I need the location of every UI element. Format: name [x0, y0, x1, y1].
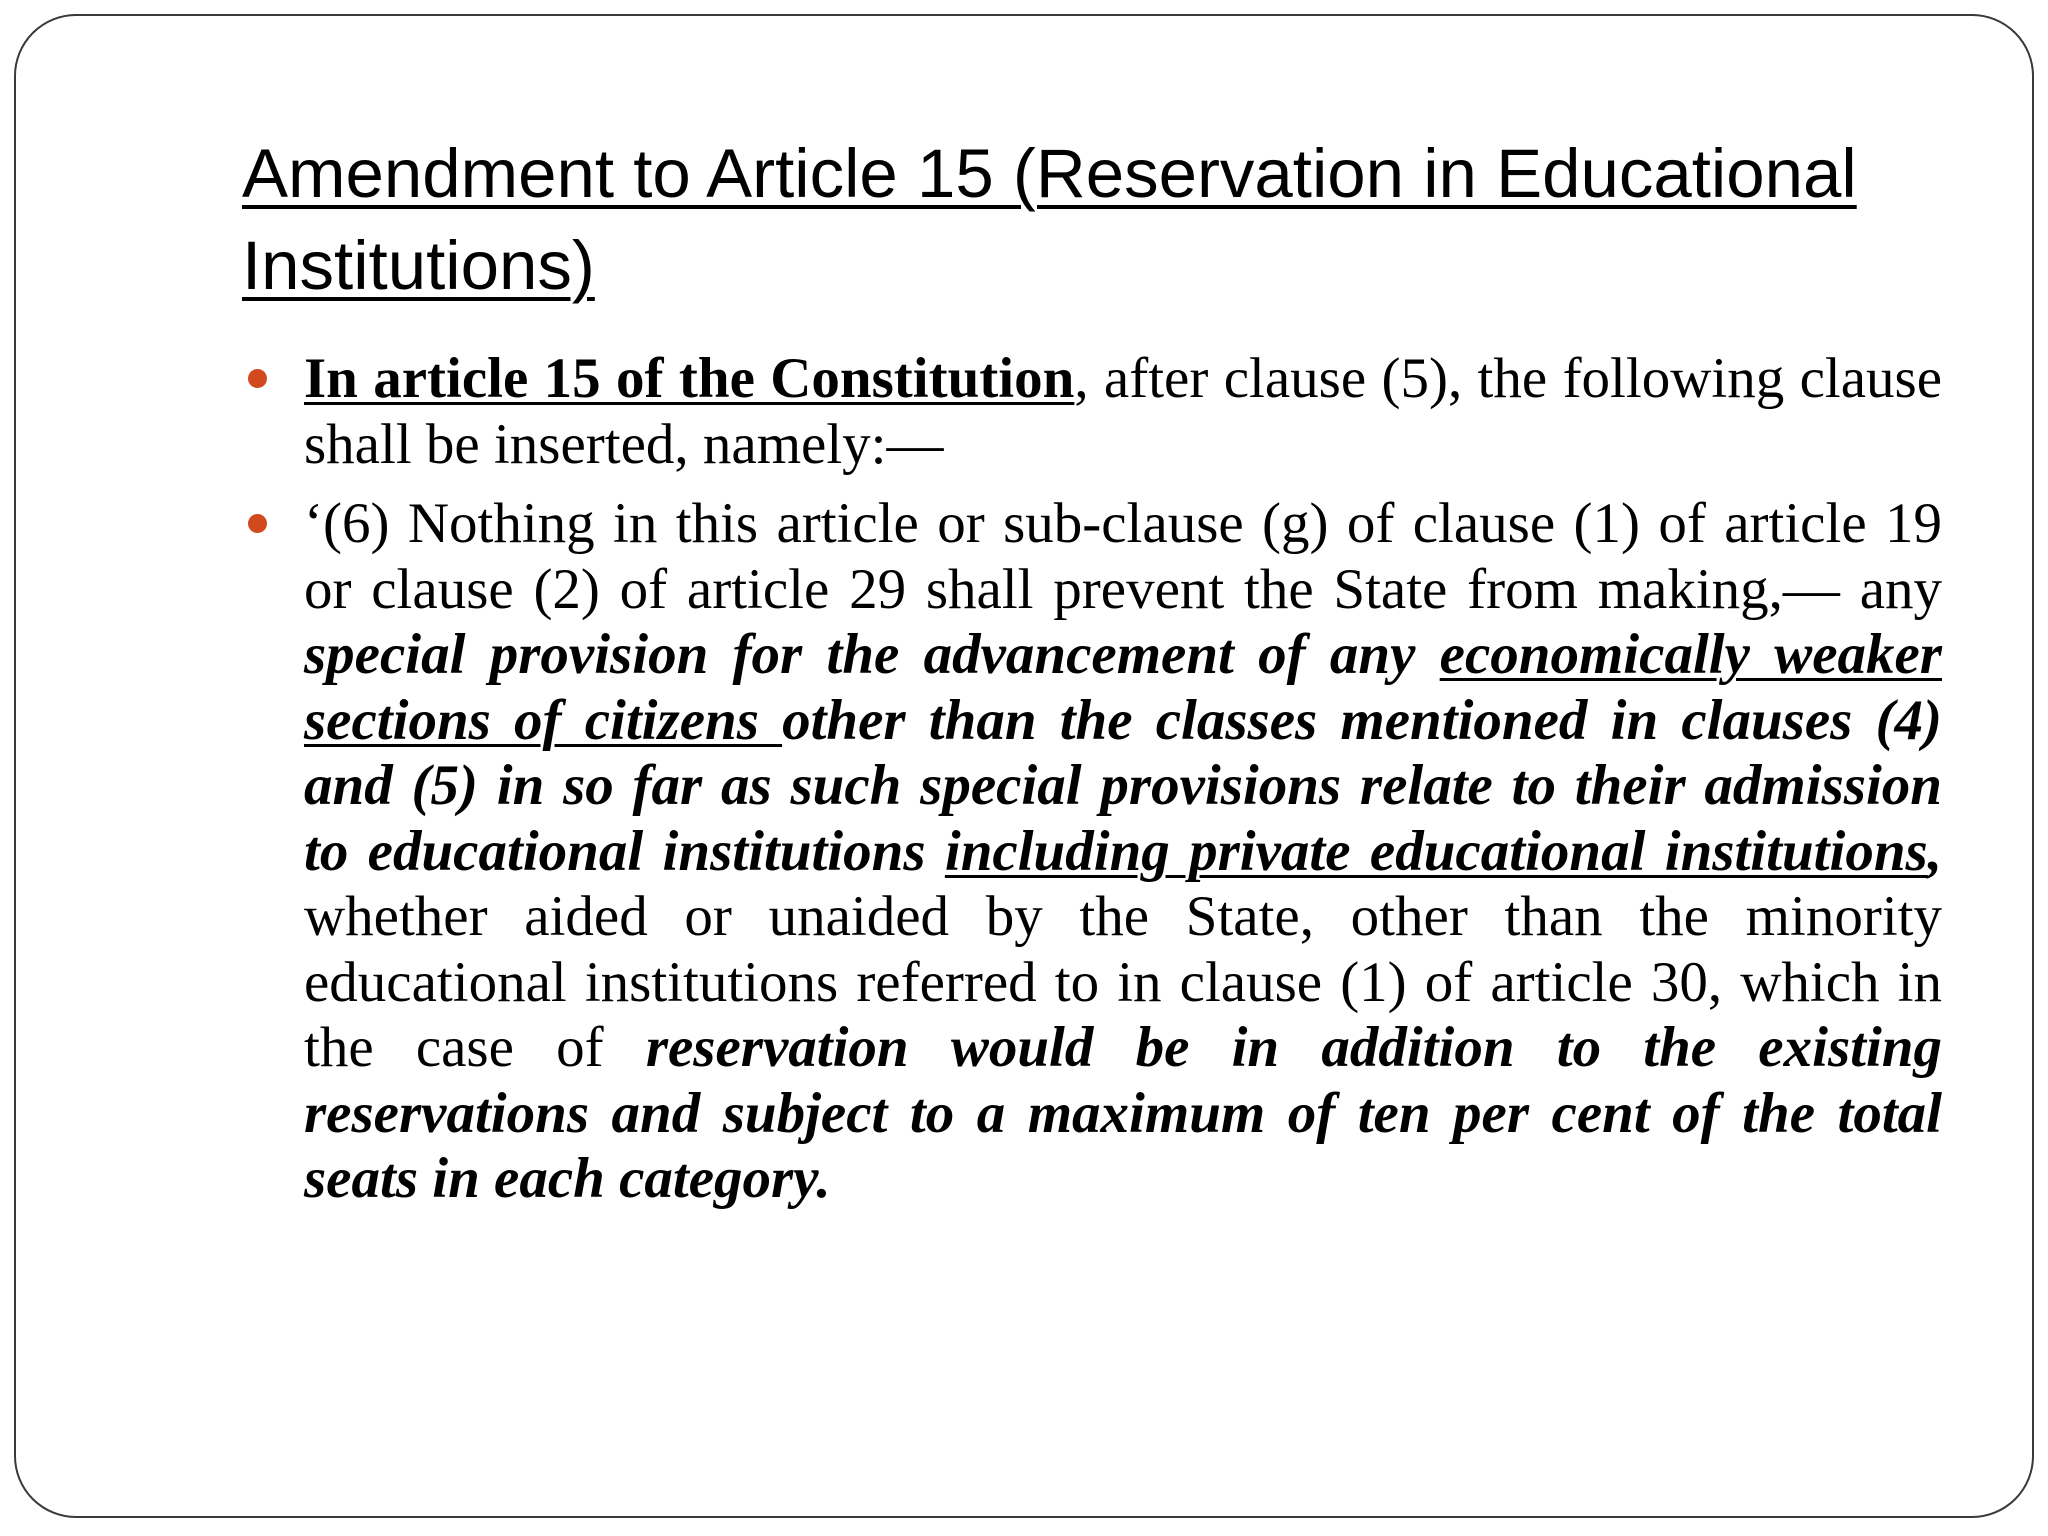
- text-segment: whether aided or unaided by the State, other than the minority educational institutions referred to in clause (1) of article 30, which in the case of: [304, 885, 1942, 1079]
- text-segment: other than the classes mentioned in clauses (4) and (5) in so far as such special provisions relate to their admission to educational institutions: [304, 688, 1942, 883]
- text-segment: economically weaker sections of citizens: [304, 623, 1942, 752]
- bullet-list: [242, 346, 1942, 1226]
- slide: [14, 14, 2034, 1518]
- bullet-dot-icon: [248, 369, 267, 388]
- text-segment: reservation would be in addition to the existing reservations and subject to a maximum of ten per cent of the total seats in each category.: [304, 1016, 1942, 1210]
- text-segment: , after clause (5), the following clause shall be inserted, namely:—: [304, 347, 1943, 476]
- text-segment: ‘(6) Nothing in this article or sub-clause (g) of clause (1) of article 19 or clause (2) of article 29 shall prevent the State from making,— any: [304, 492, 1942, 621]
- slide-title: Amendment to Article 15 (Reservation in Educational Institutions): [242, 135, 1857, 304]
- text-segment: special provision for the advancement of any: [304, 623, 1440, 686]
- bullet-dot-icon: [248, 514, 267, 533]
- bullet-item: [242, 491, 1942, 1212]
- text-segment: ,: [1927, 819, 1942, 883]
- text-segment: including private educational institutions: [944, 819, 1928, 883]
- bullet-item: [242, 346, 1942, 477]
- text-segment: In article 15 of the Constitution: [304, 347, 1075, 410]
